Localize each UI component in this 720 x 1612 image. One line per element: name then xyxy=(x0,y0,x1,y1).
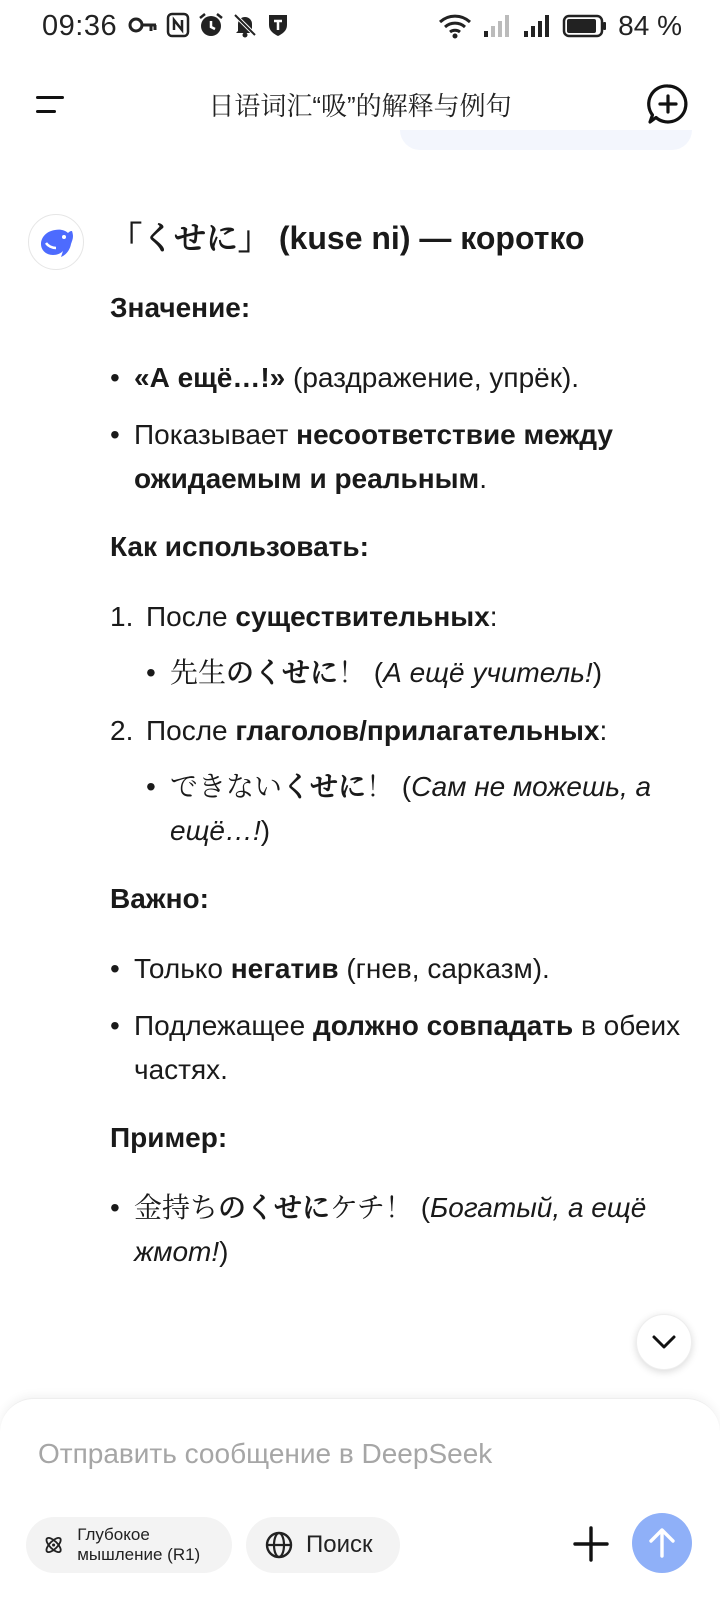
list-item: • Подлежащее должно совпадать в обеих частях. xyxy=(110,1004,690,1092)
list-item: • Показывает несоответствие между ожидаемым и реальным. xyxy=(110,413,690,501)
section-title: Важно: xyxy=(110,883,209,914)
status-left-icons xyxy=(128,12,290,38)
section-usage xyxy=(110,525,690,853)
section-important xyxy=(110,877,690,1092)
composer xyxy=(0,1398,720,1612)
alarm-icon xyxy=(198,12,224,38)
atom-icon xyxy=(42,1530,65,1560)
status-bar xyxy=(0,0,720,56)
shield-icon xyxy=(266,12,290,38)
message-input[interactable] xyxy=(38,1429,678,1479)
signal-icon-2 xyxy=(522,13,552,39)
send-button[interactable] xyxy=(632,1513,692,1573)
list-item: 2. После глаголов/прилагательных: xyxy=(110,715,608,746)
menu-icon xyxy=(36,96,64,99)
key-icon xyxy=(128,14,158,36)
previous-user-bubble xyxy=(400,130,692,150)
search-label: Поиск xyxy=(306,1531,373,1558)
page-title: 日语词汇“吸”的解释与例句 xyxy=(208,91,512,121)
section-title: Как использовать: xyxy=(110,531,369,562)
mute-bell-icon xyxy=(232,12,258,38)
signal-icon xyxy=(482,13,512,39)
deepseek-whale-icon xyxy=(36,225,76,259)
example-item: • 先生のくせに！ (А ещё учитель!) xyxy=(110,651,690,695)
globe-icon xyxy=(264,1530,294,1560)
section-example xyxy=(110,1116,690,1274)
message-heading: 「くせに」 (kuse ni) — коротко xyxy=(110,220,585,256)
plus-icon xyxy=(570,1523,612,1565)
example-item: • できないくせに！ (Сам не можешь, а ещё…!) xyxy=(110,765,690,853)
assistant-message xyxy=(110,216,690,1298)
section-title: Пример: xyxy=(110,1122,228,1153)
assistant-avatar xyxy=(28,214,84,270)
menu-button[interactable] xyxy=(26,80,74,128)
wifi-icon xyxy=(438,13,472,39)
attach-button[interactable] xyxy=(570,1523,612,1565)
new-chat-icon xyxy=(646,82,690,126)
status-time: 09:36 xyxy=(42,10,118,42)
new-chat-button[interactable] xyxy=(646,82,690,126)
battery-percent: 84 % xyxy=(618,10,682,41)
section-meaning xyxy=(110,286,690,501)
section-title: Значение: xyxy=(110,292,251,323)
list-item: 1. После существительных: xyxy=(110,601,498,632)
chevron-down-icon xyxy=(651,1334,677,1350)
nfc-icon xyxy=(166,12,190,38)
list-item: • «А ещё…!» (раздражение, упрёк). xyxy=(110,356,690,400)
list-item: • Только негатив (гнев, сарказм). xyxy=(110,947,690,991)
deep-thinking-button[interactable] xyxy=(26,1517,232,1573)
list-item: • 金持ちのくせにケチ！ (Богатый, а ещё жмот!) xyxy=(110,1186,690,1274)
status-right xyxy=(438,10,682,42)
arrow-up-icon xyxy=(648,1527,676,1559)
scroll-down-button[interactable] xyxy=(636,1314,692,1370)
search-button[interactable] xyxy=(246,1517,400,1573)
battery-icon xyxy=(562,13,608,39)
deep-thinking-label: Глубокое мышление (R1) xyxy=(77,1525,201,1564)
